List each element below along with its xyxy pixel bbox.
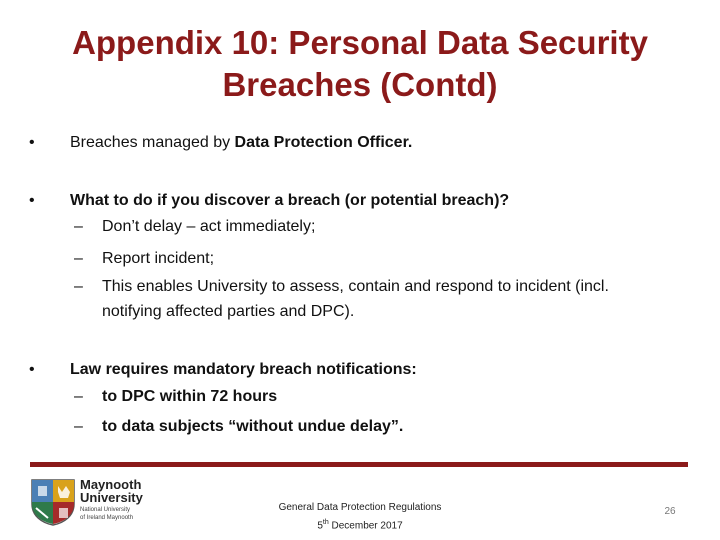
page-number: 26 <box>664 506 676 517</box>
bullet-marker: • <box>29 134 35 151</box>
logo-sub-1: National University <box>80 507 131 513</box>
sub-item-text: to DPC within 72 hours <box>102 388 278 405</box>
logo-sub-2: of Ireland Maynooth <box>80 515 134 521</box>
bullet-marker: • <box>29 192 35 209</box>
bullet-text-bold: Data Protection Officer. <box>234 134 413 151</box>
footer-caption <box>250 500 470 533</box>
sub-item-text: Don’t delay – act immediately; <box>102 218 316 235</box>
bullet-marker: • <box>29 361 35 378</box>
title-line-2: Breaches (Contd) <box>222 66 498 103</box>
maynooth-logo <box>30 478 160 528</box>
logo-line-2: University <box>80 490 143 505</box>
sub-item-text: notifying affected parties and DPC). <box>102 303 355 320</box>
logo-line-1: Maynooth <box>80 477 142 492</box>
dash-marker: – <box>74 418 83 435</box>
footer-date-day: 5 <box>317 520 323 532</box>
slide-title <box>20 22 700 106</box>
footer-date-rest: December 2017 <box>328 520 403 532</box>
bullet-text-prefix: Breaches managed by <box>70 134 235 151</box>
logo-sub <box>80 506 143 522</box>
bullet-text: What to do if you discover a breach (or potential breach)? <box>70 192 510 209</box>
logo-wordmark <box>80 478 143 522</box>
footer-caption-line-1: General Data Protection Regulations <box>278 502 442 513</box>
dash-marker: – <box>74 218 83 235</box>
dash-marker: – <box>74 388 83 405</box>
sub-item-text: Report incident; <box>102 250 215 267</box>
sub-item-text: This enables University to assess, contain and respond to incident (incl. <box>102 278 609 295</box>
footer-date-suffix: th <box>322 519 329 526</box>
dash-marker: – <box>74 278 83 295</box>
footer-divider <box>30 462 688 467</box>
dash-marker: – <box>74 250 83 267</box>
sub-item-text: to data subjects “without undue delay”. <box>102 418 404 435</box>
title-line-1: Appendix 10: Personal Data Security <box>72 24 648 61</box>
university-crest-icon <box>30 478 76 526</box>
footer-caption-line-2 <box>250 515 470 533</box>
bullet-text <box>70 130 700 156</box>
bullet-text: Law requires mandatory breach notifications: <box>70 361 417 378</box>
